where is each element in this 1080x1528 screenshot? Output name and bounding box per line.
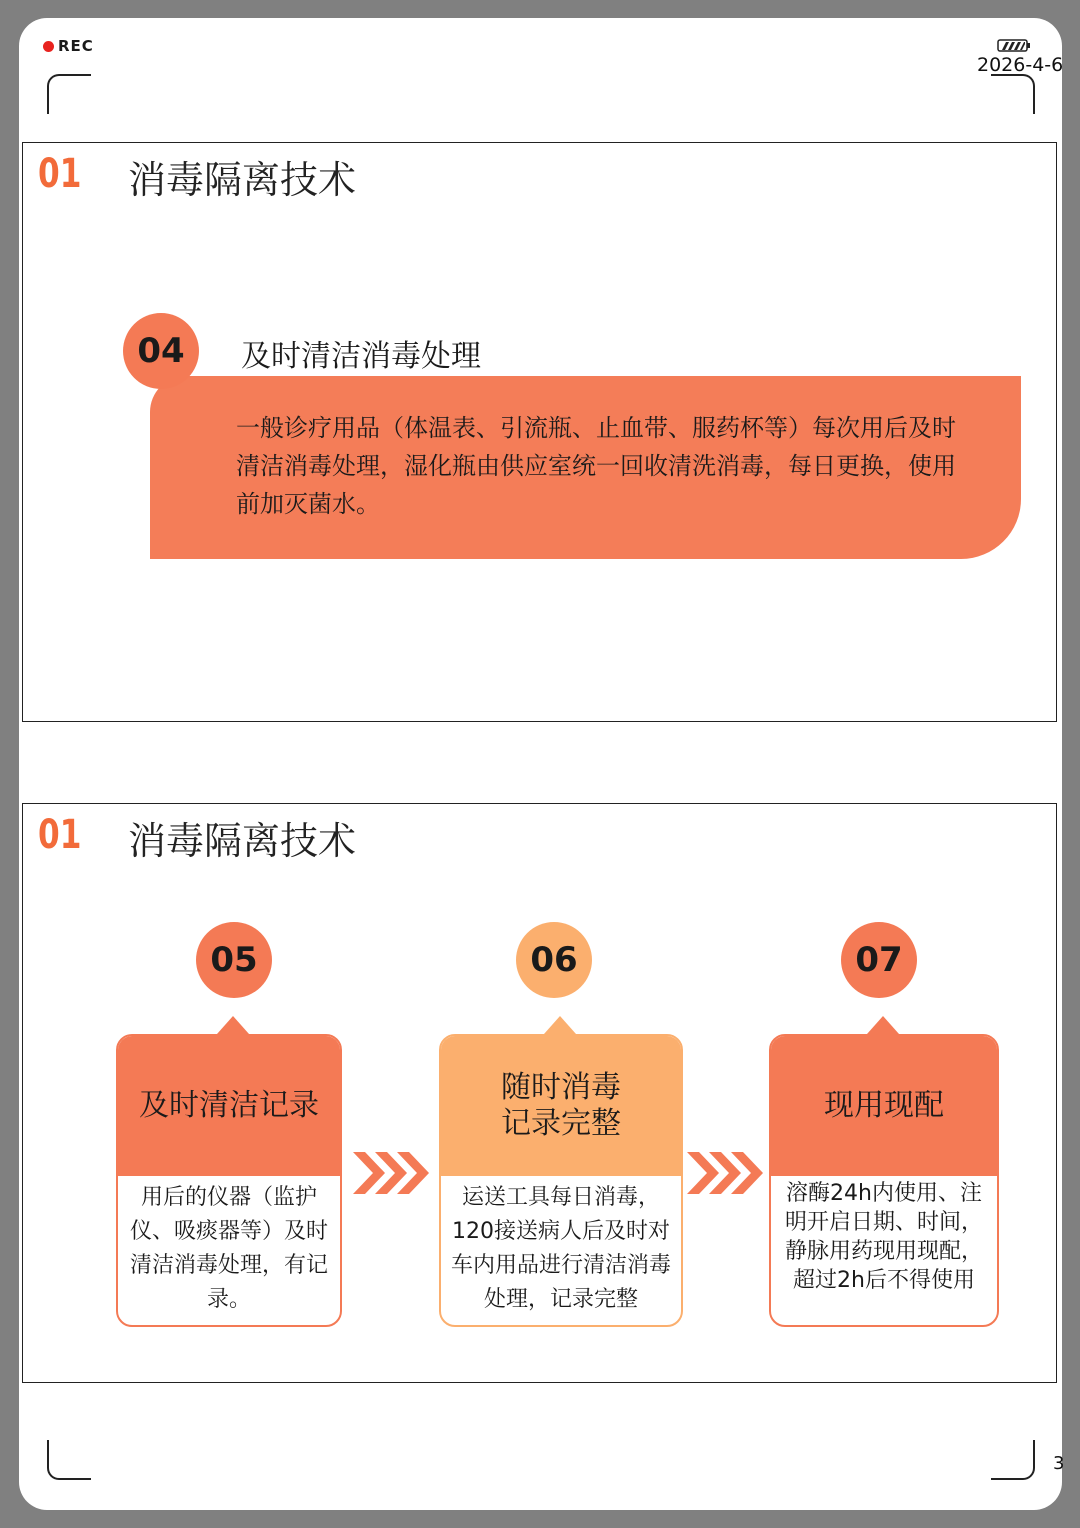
step-06-pointer [544, 1016, 576, 1034]
step-05-pointer [217, 1016, 249, 1034]
step-06-number-badge: 06 [516, 922, 592, 998]
rec-label: REC [58, 37, 94, 55]
chevron-arrows-icon [353, 1150, 429, 1196]
viewfinder-corner-top-left [47, 74, 91, 114]
section-title: 消毒隔离技术 [128, 158, 357, 202]
step-07-title: 现用现配 [771, 1036, 997, 1176]
item-04-heading: 及时清洁消毒处理 [241, 339, 481, 374]
item-04-text: 一般诊疗用品（体温表、引流瓶、止血带、服药杯等）每次用后及时清洁消毒处理，湿化瓶由供应室统一回收清洗消毒，每日更换，使用前加灭菌水。 [236, 414, 956, 518]
step-05-text: 用后的仪器（监护仪、吸痰器等）及时清洁消毒处理，有记录。 [129, 1185, 328, 1312]
viewfinder-corner-top-right [991, 74, 1035, 114]
step-06-card [439, 1034, 683, 1327]
chevron-arrows-icon [687, 1150, 763, 1196]
step-06-title: 随时消毒 记录完整 [441, 1036, 681, 1176]
record-dot-icon [43, 41, 54, 52]
slide-2 [22, 803, 1057, 1383]
step-07-card [769, 1034, 999, 1327]
step-07-text: 溶酶24h内使用、注明开启日期、时间，静脉用药现用现配，超过2h后不得使用 [784, 1181, 983, 1293]
step-05-card [116, 1034, 342, 1327]
rec-indicator [43, 37, 94, 55]
viewfinder-corner-bottom-left [47, 1440, 91, 1480]
page-number: 3 [1053, 1453, 1065, 1474]
step-07-number-badge: 07 [841, 922, 917, 998]
step-07-pointer [867, 1016, 899, 1034]
step-06-text: 运送工具每日消毒，120接送病人后及时对车内用品进行清洁消毒处理，记录完整 [450, 1185, 671, 1312]
section-title: 消毒隔离技术 [128, 819, 357, 863]
step-05-title: 及时清洁记录 [118, 1036, 340, 1176]
slide-1 [22, 142, 1057, 722]
step-05-number-badge: 05 [196, 922, 272, 998]
date-label: 2026-4-6 [977, 54, 1064, 76]
section-number: 01 [38, 151, 82, 197]
viewfinder-corner-bottom-right [991, 1440, 1035, 1480]
item-04-number-badge: 04 [123, 313, 199, 389]
battery-icon [997, 39, 1031, 52]
section-number: 01 [38, 812, 82, 858]
